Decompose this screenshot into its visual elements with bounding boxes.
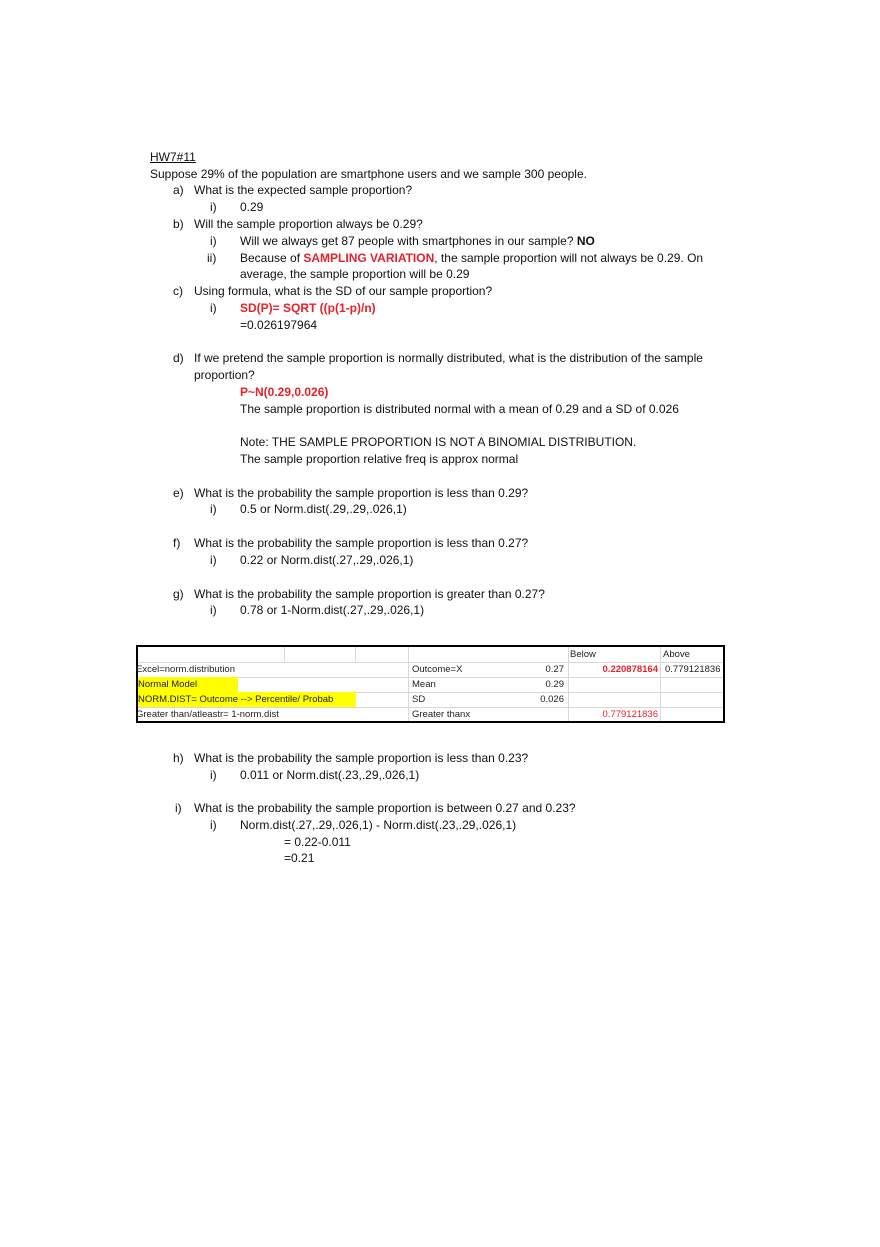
answer-a: 0.29	[240, 200, 264, 214]
cell-label: Greater thanx	[412, 709, 471, 720]
question-h: What is the probability the sample proportion is less than 0.23?	[194, 751, 529, 765]
answer-b-ii-pre: Because of	[240, 251, 304, 265]
answer-i: Norm.dist(.27,.29,.026,1) - Norm.dist(.23,.29,.026,1)	[240, 818, 517, 832]
note-d-2: The sample proportion relative freq is approx normal	[240, 452, 519, 466]
label-a: a)	[173, 183, 184, 197]
sheet-row	[138, 662, 723, 678]
cell-value: 0.026	[540, 694, 564, 705]
cell-a: Greater than/atleastr= 1-norm.dist	[136, 709, 279, 720]
text-d: The sample proportion is distributed normal with a mean of 0.29 and a SD of 0.026	[240, 402, 679, 416]
spreadsheet-screenshot	[136, 645, 725, 723]
label-a-i: i)	[210, 200, 217, 214]
label-e-i: i)	[210, 502, 217, 516]
label-g-i: i)	[210, 603, 217, 617]
label-f-i: i)	[210, 553, 217, 567]
question-b: Will the sample proportion always be 0.29?	[194, 217, 423, 231]
sheet-row	[138, 677, 723, 693]
cell-label: Mean	[412, 679, 436, 690]
label-g: g)	[173, 587, 184, 601]
sheet-row	[138, 692, 723, 708]
cell-label: Outcome=X	[412, 664, 463, 675]
answer-g: 0.78 or 1-Norm.dist(.27,.29,.026,1)	[240, 603, 425, 617]
answer-h: 0.011 or Norm.dist(.23,.29,.026,1)	[240, 768, 420, 782]
result-c: =0.026197964	[240, 318, 318, 332]
label-c-i: i)	[210, 301, 217, 315]
answer-e: 0.5 or Norm.dist(.29,.29,.026,1)	[240, 502, 407, 516]
sheet-row	[138, 707, 723, 722]
note-d: Note: THE SAMPLE PROPORTION IS NOT A BINOMIAL DISTRIBUTION.	[240, 435, 637, 449]
question-e: What is the probability the sample proportion is less than 0.29?	[194, 486, 529, 500]
title: HW7#11	[150, 150, 196, 164]
cell-below: 0.220878164	[602, 664, 658, 675]
label-f: f)	[173, 536, 181, 550]
cell-above: 0.779121836	[665, 664, 721, 675]
distribution-d: P~N(0.29,0.026)	[240, 385, 329, 399]
question-a: What is the expected sample proportion?	[194, 183, 413, 197]
question-d-2: proportion?	[194, 368, 255, 382]
label-b: b)	[173, 217, 184, 231]
header-above: Above	[663, 649, 690, 660]
answer-b-ii-cont: average, the sample proportion will be 0.29	[240, 267, 470, 281]
label-i-i: i)	[210, 818, 217, 832]
label-e: e)	[173, 486, 184, 500]
question-c: Using formula, what is the SD of our sample proportion?	[194, 284, 493, 298]
cell-label: SD	[412, 694, 426, 705]
cell-value: 0.27	[545, 664, 564, 675]
label-b-i: i)	[210, 234, 217, 248]
sheet-header-row	[138, 647, 723, 663]
question-i: What is the probability the sample proportion is between 0.27 and 0.23?	[194, 801, 576, 815]
question-g: What is the probability the sample proportion is greater than 0.27?	[194, 587, 545, 601]
cell-value: 0.29	[545, 679, 564, 690]
label-d: d)	[173, 351, 184, 365]
cell-a: NORM.DIST= Outcome --> Percentile/ Probab	[138, 692, 356, 707]
answer-f: 0.22 or Norm.dist(.27,.29,.026,1)	[240, 553, 414, 567]
question-f: What is the probability the sample proportion is less than 0.27?	[194, 536, 529, 550]
label-h: h)	[173, 751, 184, 765]
answer-b-ii	[240, 251, 703, 265]
label-i: i)	[175, 801, 182, 815]
label-b-ii: ii)	[207, 251, 217, 265]
answer-i-step1: = 0.22-0.011	[284, 835, 351, 849]
cell-below: 0.779121836	[602, 709, 658, 720]
label-c: c)	[173, 284, 183, 298]
cell-a: Excel=norm.distribution	[136, 664, 236, 675]
answer-b-i	[240, 234, 595, 248]
answer-b-i-bold: NO	[576, 234, 595, 248]
answer-b-ii-post: , the sample proportion will not always be 0.29. On	[434, 251, 704, 265]
answer-i-step2: =0.21	[284, 851, 315, 865]
question-d-1: If we pretend the sample proportion is normally distributed, what is the distribution of the sample	[194, 351, 703, 365]
intro: Suppose 29% of the population are smartphone users and we sample 300 people.	[150, 167, 587, 181]
formula-c: SD(P)= SQRT ((p(1-p)/n)	[240, 301, 376, 315]
header-below: Below	[570, 649, 596, 660]
label-h-i: i)	[210, 768, 217, 782]
cell-a: Normal Model	[138, 677, 238, 692]
answer-b-i-text: Will we always get 87 people with smartphones in our sample?	[240, 234, 577, 248]
answer-b-ii-red: SAMPLING VARIATION	[303, 251, 435, 265]
